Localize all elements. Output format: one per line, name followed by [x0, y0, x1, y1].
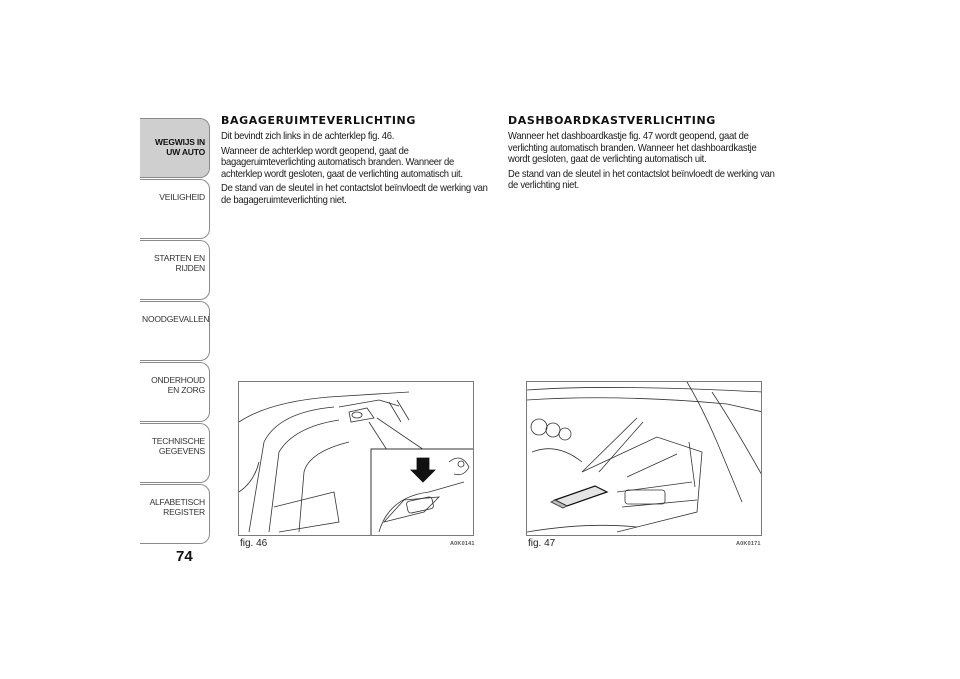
tab-technische-gegevens[interactable]: TECHNISCHE GEGEVENS [140, 423, 210, 483]
chapter-tabs [140, 118, 210, 545]
section-dashboardkastverlichting [508, 114, 780, 195]
paragraph: Wanneer het dashboardkastje fig. 47 wordt geopend, gaat de verlichting automatisch branden. Wanneer het dashboardkastje wordt gesloten, gaat de verlichting automatisch uit. [508, 131, 757, 165]
tab-alfabetisch-register[interactable]: ALFABETISCH REGISTER [140, 484, 210, 544]
tab-onderhoud-en-zorg[interactable]: ONDERHOUD EN ZORG [140, 362, 210, 422]
paragraph: Wanneer de achterklep wordt geopend, gaat de bagageruimteverlichting automatisch branden. Wanneer de achterklep wordt gesloten, gaat de verlichting automatisch uit. [221, 145, 463, 180]
paragraph: Dit bevindt zich links in de achterklep fig. 46. [221, 131, 395, 142]
paragraph: De stand van de sleutel in het contactslot beïnvloedt de werking van de verlichting niet. [508, 168, 775, 191]
tab-veiligheid[interactable]: VEILIGHEID [140, 179, 210, 239]
page-number: 74 [176, 548, 193, 565]
section-bagageruimteverlichting [221, 114, 493, 209]
figure-47-caption: fig. 47 [528, 538, 556, 549]
section-heading: DASHBOARDKASTVERLICHTING [508, 114, 716, 127]
figure-46-illustration [238, 381, 474, 536]
figure-47-illustration [526, 381, 762, 536]
figure-46-code: A0K0141 [450, 541, 475, 547]
section-heading: BAGAGERUIMTEVERLICHTING [221, 114, 416, 127]
figure-47-code: A0K0171 [736, 541, 761, 547]
figure-46-caption: fig. 46 [240, 538, 268, 549]
tab-starten-en-rijden[interactable]: STARTEN EN RIJDEN [140, 240, 210, 300]
paragraph: De stand van de sleutel in het contactslot beïnvloedt de werking van de bagageruimteverlichting niet. [221, 183, 488, 206]
tab-wegwijs[interactable]: WEGWIJS IN UW AUTO [140, 118, 210, 178]
tab-noodgevallen[interactable]: NOODGEVALLEN [140, 301, 210, 361]
